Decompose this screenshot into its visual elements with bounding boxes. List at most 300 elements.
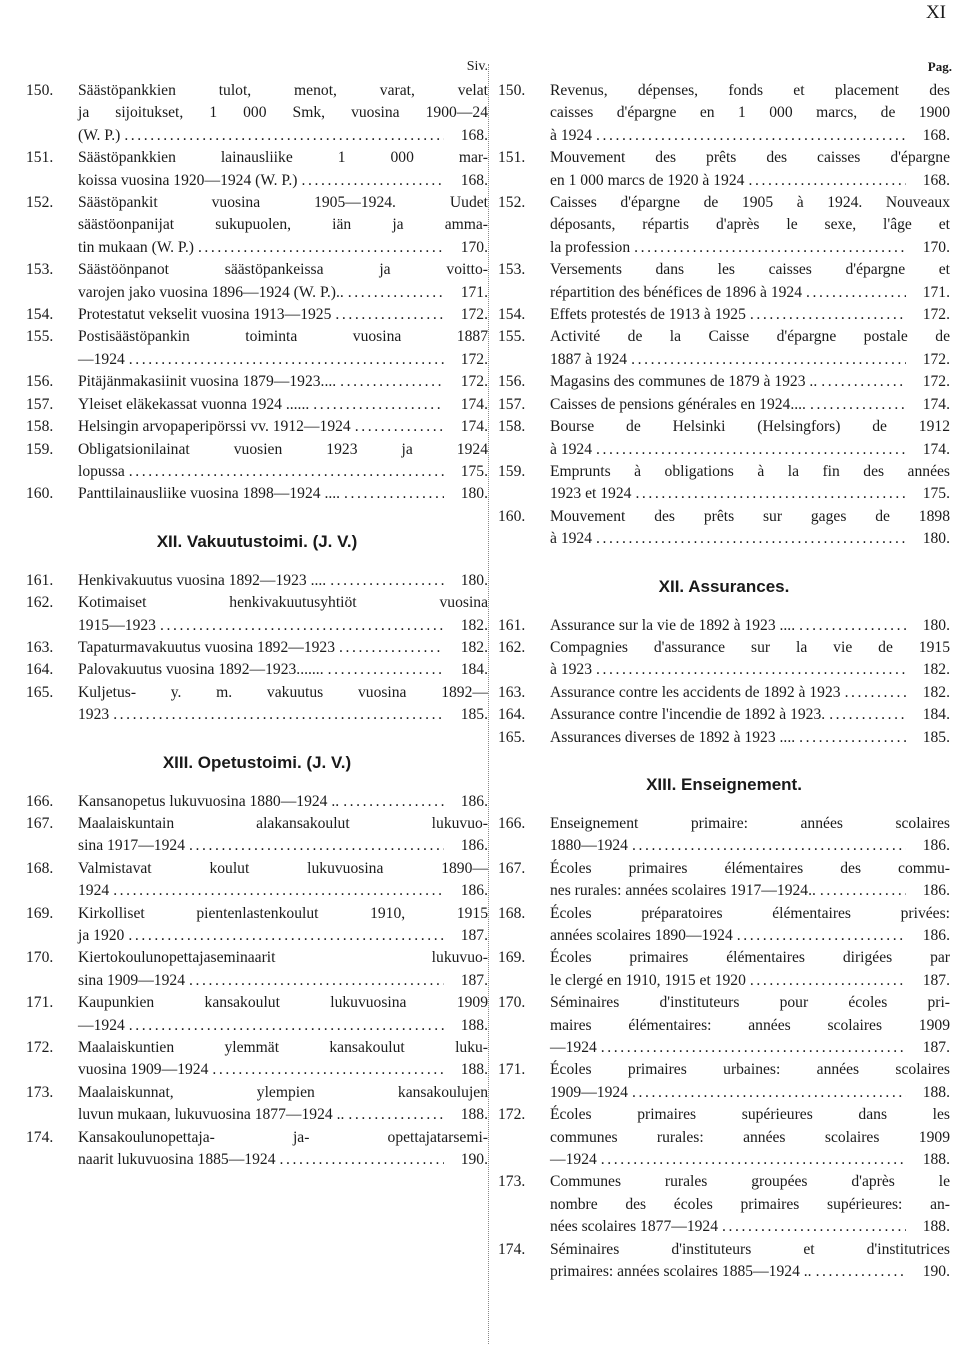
entry-title xyxy=(550,461,950,506)
entry-line-text: la profession xyxy=(550,238,631,256)
leader-dots xyxy=(113,880,444,902)
leader-dots xyxy=(355,416,444,438)
entry-line-text: Écoles primaires urbaines: années scolaires xyxy=(550,1061,950,1079)
entry-line xyxy=(550,947,950,969)
entry-title xyxy=(550,304,950,326)
toc-entry xyxy=(498,637,950,682)
entry-line xyxy=(550,970,950,992)
entry-line xyxy=(78,102,488,124)
leader-dots xyxy=(601,1037,906,1059)
entry-line-text: varojen jako vuosina 1896—1924 (W. P.).. xyxy=(78,283,344,301)
entry-title xyxy=(550,903,950,948)
entry-line xyxy=(78,416,488,438)
entry-line-text: ja 1920 xyxy=(78,927,125,944)
entry-number: 170. xyxy=(26,949,54,967)
entry-title xyxy=(78,371,488,393)
entry-line xyxy=(550,1149,950,1171)
entry-line xyxy=(78,704,488,726)
toc-entry xyxy=(498,506,950,551)
entry-line xyxy=(550,903,950,925)
entry-title xyxy=(78,80,488,147)
finnish-column xyxy=(26,56,488,1171)
leader-dots xyxy=(330,570,444,592)
leader-dots xyxy=(829,704,906,726)
entry-line-text: Säästöpankkien lainausliike 1 000 mar- xyxy=(78,149,488,167)
entry-line xyxy=(550,394,950,416)
entry-line-text: 1887 à 1924 xyxy=(550,350,628,368)
leader-dots xyxy=(816,1261,906,1283)
entry-page: 174. xyxy=(460,395,488,413)
entry-title xyxy=(78,1127,488,1172)
entry-number: 165. xyxy=(498,728,526,746)
entry-line xyxy=(78,1082,488,1104)
entry-line xyxy=(550,1171,950,1193)
section-gap xyxy=(498,601,950,615)
entry-page: 180. xyxy=(460,571,488,589)
entry-line xyxy=(550,813,950,835)
toc-entry xyxy=(26,416,488,438)
entry-line-text: 1909—1924 xyxy=(550,1083,628,1101)
entry-line-text: Säästöönpanot säästöpankeissa ja voitto- xyxy=(78,261,488,279)
entry-number: 158. xyxy=(26,418,54,436)
leader-dots xyxy=(129,1015,444,1037)
entry-number: 163. xyxy=(498,683,526,701)
entry-number: 159. xyxy=(498,462,526,480)
entry-line xyxy=(550,192,950,214)
toc-entry xyxy=(26,259,488,304)
entry-number: 150. xyxy=(26,82,54,99)
entry-number: 151. xyxy=(26,149,54,167)
entry-title xyxy=(550,615,950,637)
entry-line-text: Revenus, dépenses, fonds et placement des xyxy=(550,82,950,99)
entry-number: 154. xyxy=(498,306,526,324)
entry-line-text: Kiertokoulunopettajaseminaarit lukuvuo- xyxy=(78,949,488,967)
entry-line-text: Assurance contre les accidents de 1892 à 1923 xyxy=(550,683,841,701)
entry-line-text: Palovakuutus vuosina 1892—1923....... xyxy=(78,661,324,679)
entry-line xyxy=(550,1127,950,1149)
entry-number: 156. xyxy=(498,373,526,391)
toc-entry xyxy=(26,147,488,192)
leader-dots xyxy=(799,615,906,637)
entry-line-text: Magasins des communes de 1879 à 1923 .. xyxy=(550,373,818,391)
entry-line xyxy=(78,835,488,857)
entry-number: 165. xyxy=(26,683,54,701)
entry-line-text: maires élémentaires: années scolaires 1909 xyxy=(550,1016,950,1034)
entry-title xyxy=(550,259,950,304)
toc-entry xyxy=(498,813,950,858)
entry-title xyxy=(550,147,950,192)
entry-line xyxy=(550,326,950,348)
leader-dots xyxy=(631,349,906,371)
entry-line-text: Kirkolliset pientenlastenkoulut 1910, 1915 xyxy=(78,904,488,922)
entry-title xyxy=(78,682,488,727)
entry-title xyxy=(78,947,488,992)
pag-label: Pag. xyxy=(927,59,952,74)
entry-line-text: Assurances diverses de 1892 à 1923 .... xyxy=(550,728,796,746)
toc-entry xyxy=(26,192,488,259)
entry-line xyxy=(550,1261,950,1283)
entry-page: 170. xyxy=(460,238,488,256)
entry-page: 168. xyxy=(922,171,950,189)
entry-line-text: Mouvement des prêts sur gages de 1898 xyxy=(550,507,950,525)
page-column-header xyxy=(26,56,488,80)
entry-page: 186. xyxy=(922,882,950,900)
entry-title xyxy=(78,858,488,903)
entry-line-text: Protestatut vekselit vuosina 1913—1925 xyxy=(78,306,332,324)
entry-number: 170. xyxy=(498,994,526,1012)
entry-line-text: 1924 xyxy=(78,882,110,900)
toc-entry xyxy=(498,992,950,1059)
entry-line-text: lopussa xyxy=(78,462,125,480)
entry-line-text: Écoles primaires supérieures dans les xyxy=(550,1106,950,1124)
entry-line xyxy=(550,637,950,659)
entry-page: 180. xyxy=(460,485,488,503)
entry-page: 190. xyxy=(460,1151,488,1169)
entry-line-text: nes rurales: années scolaires 1917—1924.. xyxy=(550,882,816,900)
entry-line xyxy=(78,214,488,236)
entry-line-text: Assurance sur la vie de 1892 à 1923 .... xyxy=(550,616,796,634)
toc-entry xyxy=(498,947,950,992)
leader-dots xyxy=(280,1149,445,1171)
toc-entry xyxy=(26,570,488,592)
leader-dots xyxy=(348,1104,444,1126)
entry-line-text: koissa vuosina 1920—1924 (W. P.) xyxy=(78,171,298,189)
leader-dots xyxy=(160,615,444,637)
entry-line xyxy=(78,570,488,592)
entry-number: 152. xyxy=(26,194,54,212)
leader-dots xyxy=(344,483,444,505)
entry-number: 154. xyxy=(26,306,54,324)
leader-dots xyxy=(198,237,444,259)
leader-dots xyxy=(750,304,906,326)
leader-dots xyxy=(596,125,906,147)
entry-line xyxy=(550,259,950,281)
page-column-header xyxy=(498,56,950,80)
toc-entry xyxy=(498,903,950,948)
entry-line-text: caisses d'épargne en 1 000 marcs, de 1900 xyxy=(550,104,950,122)
entry-title xyxy=(550,1059,950,1104)
leader-dots xyxy=(212,1059,444,1081)
leader-dots xyxy=(113,704,444,726)
leader-dots xyxy=(635,483,906,505)
entry-line-text: säästöonpanijat sukupuolen, iän ja amma- xyxy=(78,216,488,234)
entry-title xyxy=(78,659,488,681)
entry-number: 162. xyxy=(26,594,54,612)
toc-entry xyxy=(26,304,488,326)
section-gap xyxy=(498,799,950,813)
entry-line xyxy=(78,282,488,304)
entry-title xyxy=(78,791,488,813)
entry-line xyxy=(78,992,488,1014)
leader-dots xyxy=(301,170,444,192)
entry-line xyxy=(550,659,950,681)
entry-line-text: Écoles primaires élémentaires des commu- xyxy=(550,859,950,877)
entry-line xyxy=(78,394,488,416)
entry-line-text: primaires: années scolaires 1885—1924 .. xyxy=(550,1263,812,1281)
entry-page: 190. xyxy=(922,1263,950,1281)
entry-page: 182. xyxy=(460,638,488,656)
entry-number: 167. xyxy=(26,814,54,832)
entry-page: 174. xyxy=(460,418,488,436)
entry-page: 186. xyxy=(460,882,488,900)
entry-line xyxy=(550,102,950,124)
entry-page: 175. xyxy=(460,462,488,480)
entry-line-text: Valmistavat koulut lukuvuosina 1890— xyxy=(78,859,488,877)
entry-page: 188. xyxy=(922,1151,950,1169)
entry-page: 188. xyxy=(922,1218,950,1236)
entry-page: 187. xyxy=(922,1039,950,1057)
entry-title xyxy=(78,326,488,371)
entry-line xyxy=(550,439,950,461)
entry-title xyxy=(78,903,488,948)
entry-number: 157. xyxy=(26,395,54,413)
column-divider xyxy=(488,64,489,1344)
entry-line xyxy=(550,349,950,371)
toc-entry xyxy=(26,1127,488,1172)
entry-number: 157. xyxy=(498,395,526,413)
leader-dots xyxy=(128,925,444,947)
entry-line xyxy=(550,125,950,147)
entry-line xyxy=(78,259,488,281)
leader-dots xyxy=(596,659,906,681)
entry-title xyxy=(78,192,488,259)
toc-entry xyxy=(498,1171,950,1238)
siv-label: Siv. xyxy=(466,59,488,74)
toc-entry xyxy=(498,1104,950,1171)
entry-title xyxy=(550,813,950,858)
entry-line-text: vuosina 1909—1924 xyxy=(78,1061,209,1079)
entry-line xyxy=(78,1149,488,1171)
toc-entry xyxy=(26,371,488,393)
entry-line-text: à 1924 xyxy=(550,440,593,458)
entry-line-text: nombre des écoles primaires supérieures: an- xyxy=(550,1195,950,1213)
entry-line-text: Activité de la Caisse d'épargne postale de xyxy=(550,328,950,346)
entry-number: 153. xyxy=(498,261,526,279)
toc-entry xyxy=(498,304,950,326)
entry-number: 167. xyxy=(498,859,526,877)
entry-title xyxy=(550,394,950,416)
entry-line xyxy=(550,992,950,1014)
entry-line-text: Kansanopetus lukuvuosina 1880—1924 .. xyxy=(78,792,340,810)
leader-dots xyxy=(737,925,906,947)
toc-entry xyxy=(26,483,488,505)
leader-dots xyxy=(799,727,906,749)
section-gap xyxy=(26,506,488,528)
entry-number: 151. xyxy=(498,149,526,167)
entry-line-text: à 1924 xyxy=(550,126,593,144)
entry-number: 160. xyxy=(26,485,54,503)
entry-line-text: déposants, répartis d'après le sexe, l'âge et xyxy=(550,216,950,234)
entry-line-text: répartition des bénéfices de 1896 à 1924 xyxy=(550,283,803,301)
entry-number: 169. xyxy=(498,949,526,967)
entry-title xyxy=(550,704,950,726)
entry-number: 174. xyxy=(26,1128,54,1146)
french-column xyxy=(498,56,950,1284)
toc-entry xyxy=(26,1082,488,1127)
page-number: XI xyxy=(925,2,946,23)
section-gap xyxy=(26,777,488,791)
leader-dots xyxy=(339,637,444,659)
entry-title xyxy=(550,326,950,371)
entry-line-text: Pitäjänmakasiinit vuosina 1879—1923.... xyxy=(78,373,337,391)
entry-page: 172. xyxy=(460,373,488,391)
entry-line-text: Kansakoulunopettaja- ja- opettajatarsemi- xyxy=(78,1128,488,1146)
entry-line xyxy=(550,170,950,192)
entry-title xyxy=(550,192,950,259)
toc-entry xyxy=(26,682,488,727)
entry-line-text: Säästöpankkien tulot, menot, varat, velat xyxy=(78,82,488,99)
entry-line-text: Maalaiskuntien ylemmät kansakoulut luku- xyxy=(78,1039,488,1057)
entry-line xyxy=(78,80,488,102)
entry-line-text: Helsingin arvopaperipörssi vv. 1912—1924 xyxy=(78,418,351,436)
entry-number: 159. xyxy=(26,440,54,458)
entry-page: 186. xyxy=(460,837,488,855)
entry-page: 188. xyxy=(460,1016,488,1034)
entry-line xyxy=(78,1059,488,1081)
entry-number: 160. xyxy=(498,507,526,525)
entry-line xyxy=(550,80,950,102)
entry-number: 166. xyxy=(498,814,526,832)
toc-entry xyxy=(26,394,488,416)
entry-title xyxy=(78,570,488,592)
entry-page: 184. xyxy=(460,661,488,679)
entry-line-text: nées scolaires 1877—1924 xyxy=(550,1218,719,1236)
toc-entry xyxy=(498,704,950,726)
entry-number: 168. xyxy=(26,859,54,877)
entry-line-text: le clergé en 1910, 1915 et 1920 xyxy=(550,971,746,989)
entry-number: 161. xyxy=(26,571,54,589)
leader-dots xyxy=(601,1149,906,1171)
entry-line xyxy=(550,880,950,902)
entry-line xyxy=(550,835,950,857)
leader-dots xyxy=(129,349,444,371)
entry-line xyxy=(550,1082,950,1104)
leader-dots xyxy=(596,528,906,550)
entry-title xyxy=(550,506,950,551)
entry-title xyxy=(550,947,950,992)
entry-line xyxy=(78,880,488,902)
entry-title xyxy=(550,1104,950,1171)
entry-page: 172. xyxy=(460,350,488,368)
toc-entry xyxy=(498,682,950,704)
entry-line xyxy=(78,1037,488,1059)
entry-line xyxy=(550,1037,950,1059)
entry-line xyxy=(550,1059,950,1081)
entry-number: 162. xyxy=(498,638,526,656)
leader-dots xyxy=(748,170,906,192)
entry-number: 166. xyxy=(26,792,54,810)
entry-line xyxy=(550,506,950,528)
entry-line xyxy=(78,170,488,192)
entry-line-text: Maalaiskuntain alakansakoulut lukuvuo- xyxy=(78,814,488,832)
entry-line-text: —1924 xyxy=(78,1016,125,1034)
toc-entry xyxy=(26,637,488,659)
entry-line xyxy=(550,214,950,236)
toc-entry xyxy=(26,659,488,681)
entry-line xyxy=(78,371,488,393)
entry-page: 186. xyxy=(922,837,950,855)
toc-entry xyxy=(26,326,488,371)
entry-line xyxy=(78,970,488,992)
toc-entry xyxy=(498,394,950,416)
entry-number: 171. xyxy=(26,994,54,1012)
entry-line xyxy=(550,528,950,550)
entry-line xyxy=(550,282,950,304)
section-title: XII. Assurances. xyxy=(658,576,790,596)
entry-title xyxy=(550,416,950,461)
toc-entry xyxy=(26,439,488,484)
entry-line-text: Emprunts à obligations à la fin des années xyxy=(550,462,950,480)
entry-line-text: —1924 xyxy=(550,1151,597,1169)
entry-line-text: sina 1909—1924 xyxy=(78,971,185,989)
entry-line xyxy=(78,947,488,969)
entry-line xyxy=(550,1104,950,1126)
entry-page: 185. xyxy=(922,728,950,746)
entry-line-text: Caisses d'épargne de 1905 à 1924. Nouveaux xyxy=(550,194,950,212)
entry-number: 163. xyxy=(26,638,54,656)
toc-entry xyxy=(498,858,950,903)
entry-page: 180. xyxy=(922,616,950,634)
entry-number: 168. xyxy=(498,904,526,922)
entry-line-text: sina 1917—1924 xyxy=(78,837,185,855)
entry-number: 171. xyxy=(498,1061,526,1079)
entry-title xyxy=(78,813,488,858)
entry-page: 168. xyxy=(460,126,488,144)
entry-title xyxy=(78,304,488,326)
entry-number: 172. xyxy=(498,1106,526,1124)
leader-dots xyxy=(632,835,906,857)
entry-line xyxy=(78,1127,488,1149)
toc-entry xyxy=(26,992,488,1037)
entry-line-text: Communes rurales groupées d'après le xyxy=(550,1173,950,1191)
entry-number: 174. xyxy=(498,1240,526,1258)
entry-line-text: 1923 et 1924 xyxy=(550,485,632,503)
toc-entry xyxy=(498,416,950,461)
entry-line xyxy=(550,147,950,169)
entry-title xyxy=(550,992,950,1059)
entry-line xyxy=(78,192,488,214)
entry-line-text: —1924 xyxy=(550,1039,597,1057)
entry-page: 172. xyxy=(922,373,950,391)
section-gap xyxy=(26,556,488,570)
entry-line-text: Postisäästöpankin toiminta vuosina 1887 xyxy=(78,328,488,346)
entry-page: 171. xyxy=(460,283,488,301)
entry-line xyxy=(78,237,488,259)
toc-entry xyxy=(26,592,488,637)
entry-number: 155. xyxy=(498,328,526,346)
entry-page: 182. xyxy=(922,661,950,679)
entry-number: 153. xyxy=(26,261,54,279)
leader-dots xyxy=(348,282,444,304)
entry-title xyxy=(78,1082,488,1127)
entry-line-text: Obligatsionilainat vuosien 1923 ja 1924 xyxy=(78,440,488,458)
entry-line-text: Kaupunkien kansakoulut lukuvuosina 1909 xyxy=(78,994,488,1012)
entry-line-text: Bourse de Helsinki (Helsingfors) de 1912 xyxy=(550,418,950,436)
leader-dots xyxy=(189,835,444,857)
entry-page: 182. xyxy=(460,616,488,634)
entry-line-text: Assurance contre l'incendie de 1892 à 1923. xyxy=(550,706,826,724)
entry-title xyxy=(78,259,488,304)
entry-page: 174. xyxy=(922,395,950,413)
entry-number: 169. xyxy=(26,904,54,922)
entry-page: 187. xyxy=(460,927,488,944)
entry-line-text: Kuljetus- y. m. vakuutus vuosina 1892— xyxy=(78,683,488,701)
entry-page: 168. xyxy=(460,171,488,189)
section-gap xyxy=(26,727,488,749)
toc-entry xyxy=(498,615,950,637)
entry-line-text: à 1924 xyxy=(550,530,593,548)
entry-number: 158. xyxy=(498,418,526,436)
